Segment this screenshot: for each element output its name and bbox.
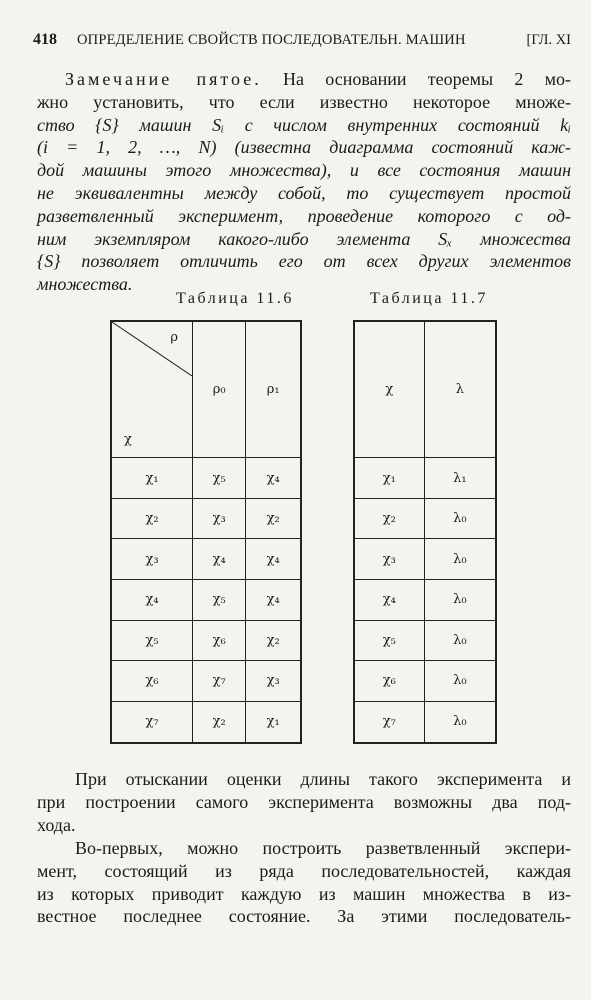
- text-line: вестное последнее состояние. За этими последователь-: [37, 906, 571, 927]
- table-cell: χ₃: [246, 661, 301, 702]
- table-cell: χ₄: [193, 539, 246, 580]
- text-line: дой машины этого множества), и все состояния машин: [37, 160, 571, 181]
- table-row: [111, 458, 301, 499]
- text-line: разветвленный эксперимент, проведение которого с од-: [37, 205, 571, 226]
- text-line: При отыскании оценки длины такого эксперимента и: [75, 769, 571, 789]
- table-cell: χ₇: [111, 701, 193, 743]
- text-line: при построении самого эксперимента возможны два под-: [37, 791, 571, 812]
- table-cell: χ₄: [111, 580, 193, 621]
- corner-top-label: ρ: [170, 330, 178, 345]
- table-cell: λ₀: [424, 701, 496, 743]
- column-header: ρ₀: [193, 321, 246, 458]
- text-line: [37, 68, 571, 91]
- table-cell: χ₆: [111, 661, 193, 702]
- table-cell: λ₀: [424, 580, 496, 621]
- table-cell: χ₁: [246, 701, 301, 743]
- table-cell: χ₄: [246, 458, 301, 499]
- table-cell: χ₂: [246, 620, 301, 661]
- text-line: множества.: [37, 274, 133, 295]
- table-cell: χ₇: [193, 661, 246, 702]
- chapter-label: [ГЛ. XI: [526, 32, 571, 48]
- table-cell: χ₁: [354, 458, 424, 499]
- remark-paragraph: [37, 68, 571, 296]
- table-cell: χ₂: [193, 701, 246, 743]
- table-row: [111, 661, 301, 702]
- table-cell: χ₃: [354, 539, 424, 580]
- text-line: {S} позволяет отличить его от всех других элементов: [37, 251, 571, 272]
- table-row: [354, 498, 496, 539]
- column-header: ρ₁: [246, 321, 301, 458]
- text-line: из которых приводит каждую из машин множества в из-: [37, 883, 571, 904]
- text-line: Во-первых, можно построить разветвленный экспери-: [75, 838, 571, 858]
- table-cell: χ₆: [193, 620, 246, 661]
- paragraph: [37, 768, 571, 836]
- table-cell: χ₅: [193, 458, 246, 499]
- table-cell: λ₀: [424, 661, 496, 702]
- table-cell: χ₅: [193, 580, 246, 621]
- table-cell: χ₅: [111, 620, 193, 661]
- table-row: [354, 580, 496, 621]
- paragraph: [37, 837, 571, 928]
- table-cell: λ₀: [424, 498, 496, 539]
- table-cell: χ₃: [193, 498, 246, 539]
- table-cell: χ₄: [354, 580, 424, 621]
- table-cell: χ₄: [246, 539, 301, 580]
- diagonal-line: [112, 322, 192, 376]
- corner-bottom-label: χ: [124, 432, 132, 448]
- table-cell: χ₂: [111, 498, 193, 539]
- table-11-6: [110, 320, 302, 744]
- text-line: хода.: [37, 814, 76, 835]
- table-11-7: [353, 320, 497, 744]
- table-cell: χ₃: [111, 539, 193, 580]
- table-row: [354, 458, 496, 499]
- table-11-6-caption: Таблица 11.6: [176, 290, 294, 307]
- table-11-7-caption: Таблица 11.7: [370, 290, 488, 307]
- table-cell: χ₂: [246, 498, 301, 539]
- text-line: жно установить, что если известно некоторое множе-: [37, 91, 571, 112]
- table-row: [354, 661, 496, 702]
- table-cell: λ₁: [424, 458, 496, 499]
- remark-lead: Замечание пятое.: [65, 69, 262, 89]
- table-cell: λ₀: [424, 539, 496, 580]
- table-cell: χ₆: [354, 661, 424, 702]
- page-number: 418: [33, 31, 57, 48]
- table-cell: χ₅: [354, 620, 424, 661]
- text-line: ство {S} машин Sᵢ с числом внутренних состояний kᵢ: [37, 114, 571, 135]
- table-row: [111, 580, 301, 621]
- table-row: [111, 498, 301, 539]
- table-cell: χ₄: [246, 580, 301, 621]
- text-line: (i = 1, 2, …, N) (известна диаграмма состояний каж-: [37, 137, 571, 158]
- table-cell: χ₇: [354, 701, 424, 743]
- table-cell: χ₁: [111, 458, 193, 499]
- running-title: ОПРЕДЕЛЕНИЕ СВОЙСТВ ПОСЛЕДОВАТЕЛЬН. МАШИН: [77, 32, 466, 48]
- text-line: мент, состоящий из ряда последовательностей, каждая: [37, 860, 571, 881]
- running-header: [33, 31, 571, 53]
- corner-cell: [111, 321, 193, 458]
- table-row: [354, 620, 496, 661]
- text-line-content: На основании теоремы 2 мо-: [283, 69, 571, 89]
- table-row: [354, 701, 496, 743]
- table-cell: λ₀: [424, 620, 496, 661]
- table-cell: χ₂: [354, 498, 424, 539]
- table-row: [111, 701, 301, 743]
- text-line: не эквивалентны между собой, то существует простой: [37, 182, 571, 203]
- table-row: [111, 620, 301, 661]
- text-line: ним экземпляром какого-либо элемента Sₓ множества: [37, 228, 571, 249]
- column-header: χ: [354, 321, 424, 458]
- table-row: [354, 539, 496, 580]
- table-row: [111, 539, 301, 580]
- column-header: λ: [424, 321, 496, 458]
